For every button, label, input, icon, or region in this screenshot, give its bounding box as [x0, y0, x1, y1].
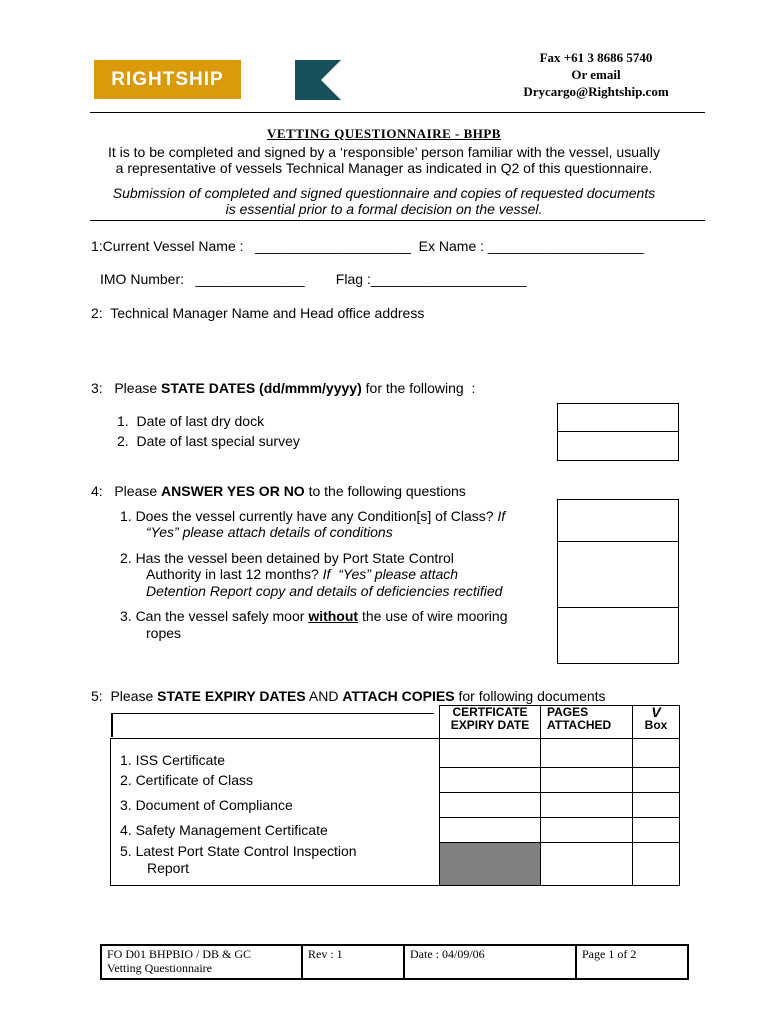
expiry-header-line-2: EXPIRY DATE [450, 718, 530, 732]
compliance-expiry-cell[interactable] [440, 793, 541, 818]
psc-tick-cell[interactable] [633, 843, 680, 886]
q3-item-dry-dock: 1. Date of last dry dock [117, 413, 265, 429]
page-title: VETTING QUESTIONNAIRE - BHPB [267, 126, 501, 141]
safety-pages-cell[interactable] [541, 818, 633, 843]
document-column-header [111, 706, 440, 739]
psc-report-line-2: Report [147, 859, 190, 876]
expiry-date-column-header [440, 706, 541, 739]
iss-pages-cell[interactable] [541, 739, 633, 768]
pages-attached-column-header [541, 706, 633, 739]
table-row [111, 793, 680, 818]
class-certificate-label: 2. Certificate of Class [111, 768, 440, 793]
mooring-answer-box[interactable] [557, 607, 679, 664]
compliance-tick-cell[interactable] [633, 793, 680, 818]
tick-header-symbol: V [651, 704, 661, 720]
q4-heading: 4: Please ANSWER YES OR NO to the following questions [91, 483, 466, 499]
psc-report-line-1: 5. Latest Port State Control Inspection [120, 842, 357, 859]
q3-item-special-survey: 2. Date of last special survey [117, 433, 300, 449]
iss-tick-cell[interactable] [633, 739, 680, 768]
class-tick-cell[interactable] [633, 768, 680, 793]
submission-note [60, 185, 708, 217]
rightship-logo: RIGHTSHIP [94, 60, 241, 99]
safety-management-label: 4. Safety Management Certificate [111, 818, 440, 843]
email-address: Drycargo@Rightship.com [523, 84, 669, 99]
header-divider [90, 112, 705, 113]
fax-line: Fax +61 3 8686 5740 [539, 50, 653, 65]
dry-dock-date-box[interactable] [557, 403, 679, 432]
iss-expiry-cell[interactable] [440, 739, 541, 768]
footer-revision: Rev : 1 [302, 945, 404, 979]
class-expiry-cell[interactable] [440, 768, 541, 793]
psc-report-label [111, 843, 440, 886]
q4-item-condition-of-class: 1. Does the vessel currently have any Condition[s] of Class? If [120, 508, 506, 524]
class-pages-cell[interactable] [541, 768, 633, 793]
q4-item-mooring-cont: ropes [146, 625, 182, 641]
iss-certificate-label: 1. ISS Certificate [111, 739, 440, 768]
safety-expiry-cell[interactable] [440, 818, 541, 843]
tick-box-column-header [633, 706, 680, 739]
rightship-k-mark-icon [295, 60, 343, 100]
psc-pages-cell[interactable] [541, 843, 633, 886]
q4-item-detained: 2. Has the vessel been detained by Port State Control [120, 550, 454, 566]
intro-text [60, 144, 708, 176]
safety-tick-cell[interactable] [633, 818, 680, 843]
document-footer [100, 944, 689, 980]
footer-doc-id [101, 945, 302, 979]
certificates-table [110, 705, 680, 886]
q4-item-condition-note: “Yes” please attach details of conditions [146, 524, 393, 540]
technical-manager-question: 2: Technical Manager Name and Head office address [91, 305, 425, 321]
footer-date: Date : 04/09/06 [404, 945, 576, 979]
q4-item-detained-cont: Authority in last 12 months? If “Yes” please attach [146, 566, 459, 582]
table-row [111, 818, 680, 843]
q5-heading: 5: Please STATE EXPIRY DATES AND ATTACH COPIES for following documents [91, 688, 606, 704]
intro-divider [90, 220, 705, 221]
pages-header-line-2: ATTACHED [547, 718, 612, 732]
tick-header-label: Box [644, 718, 668, 732]
submission-line-2: is essential prior to a formal decision on the vessel. [225, 201, 543, 217]
or-email-line: Or email [571, 67, 621, 82]
intro-line-1: It is to be completed and signed by a ‘responsible’ person familiar with the vessel, usually [108, 144, 660, 160]
document-column-line [111, 713, 434, 737]
footer-doc-code: FO D01 BHPBIO / DB & GC [107, 947, 252, 961]
imo-flag-field[interactable]: IMO Number: ______________ Flag :____________________ [100, 271, 527, 287]
q4-item-detention-note: Detention Report copy and details of deficiencies rectified [146, 583, 503, 599]
submission-line-1: Submission of completed and signed questionnaire and copies of requested documents [112, 185, 656, 201]
compliance-pages-cell[interactable] [541, 793, 633, 818]
footer-page-number: Page 1 of 2 [576, 945, 688, 979]
table-row [111, 843, 680, 886]
condition-of-class-answer-box[interactable] [557, 499, 679, 542]
intro-line-2: a representative of vessels Technical Manager as indicated in Q2 of this questionnaire. [115, 160, 653, 176]
q3-heading: 3: Please STATE DATES (dd/mmm/yyyy) for the following : [91, 380, 476, 396]
vessel-name-field[interactable]: 1:Current Vessel Name : ____________________ Ex Name : ____________________ [91, 238, 644, 254]
expiry-header-line-1: CERTFICATE [452, 705, 528, 719]
doc-compliance-label: 3. Document of Compliance [111, 793, 440, 818]
table-row [111, 739, 680, 768]
q4-item-mooring: 3. Can the vessel safely moor without the use of wire mooring [120, 608, 508, 624]
special-survey-date-box[interactable] [557, 431, 679, 461]
contact-block [496, 49, 696, 100]
table-row [111, 768, 680, 793]
pages-header-line-1: PAGES [547, 705, 589, 719]
psc-expiry-cell-disabled [440, 843, 541, 886]
footer-doc-title: Vetting Questionnaire [107, 961, 212, 975]
detained-answer-box[interactable] [557, 541, 679, 608]
